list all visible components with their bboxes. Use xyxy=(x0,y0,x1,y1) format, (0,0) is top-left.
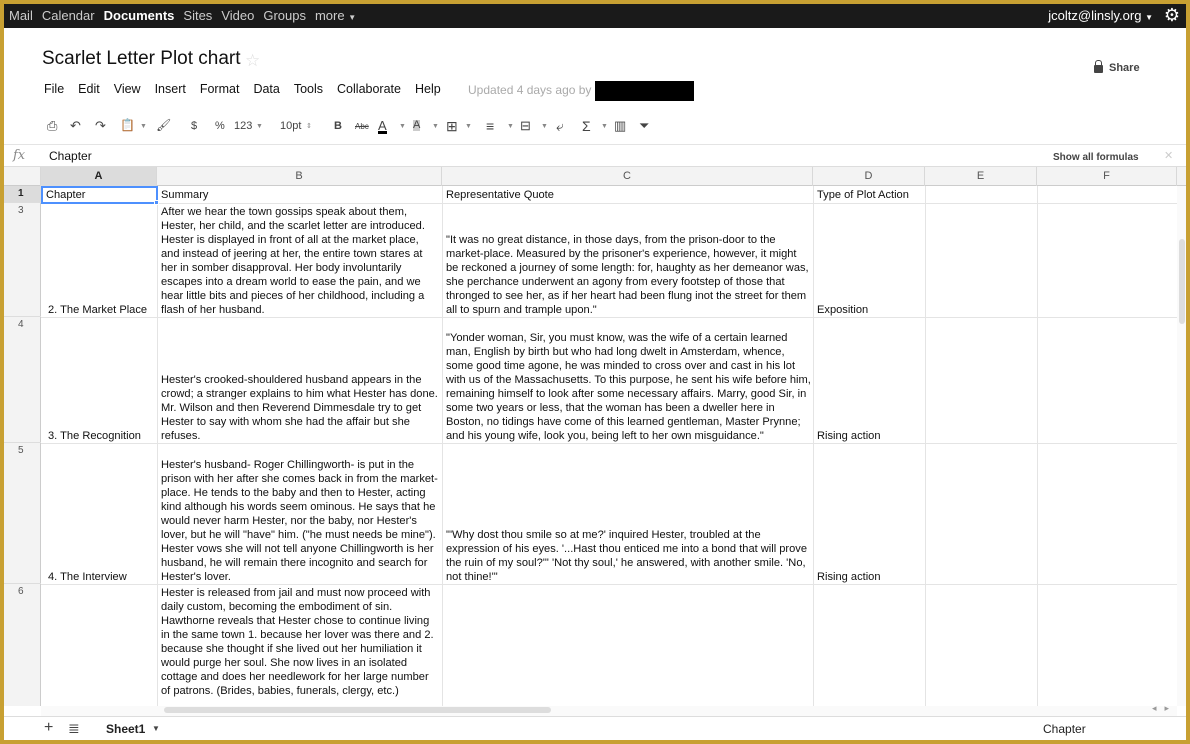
caret-down-icon[interactable]: ▼ xyxy=(507,123,514,130)
caret-down-icon[interactable]: ▼ xyxy=(140,123,147,130)
currency-format-button[interactable]: $ xyxy=(191,120,198,132)
font-size-select[interactable]: 10pt xyxy=(280,120,302,132)
row-header[interactable]: 1 xyxy=(4,186,41,203)
cell-b6[interactable]: Hester is released from jail and must now proceed with daily custom, becoming the embodiment of sin. Hawthorne reveals that Hester chose to continue living in the same town 1. because her lover was there and 2. because she thought if she lived out her humiliation it would purge her soul. She now lives in an isolated cottage and does her needlework for her large number of patrons. (Brides, babies, funerals, clergy, etc.) xyxy=(161,587,437,697)
paste-icon[interactable]: 📋 xyxy=(120,118,135,132)
menu-view[interactable]: View xyxy=(113,82,141,96)
print-icon[interactable]: ⎙ xyxy=(47,118,58,133)
menu-collaborate[interactable]: Collaborate xyxy=(337,82,401,96)
menu-data[interactable]: Data xyxy=(253,82,280,96)
fill-color-button[interactable]: A xyxy=(413,119,421,131)
borders-icon[interactable]: ⊞ xyxy=(446,118,458,134)
app-frame xyxy=(4,4,1186,740)
document-title[interactable]: Scarlet Letter Plot chart xyxy=(42,48,241,69)
insert-chart-icon[interactable]: ▥ xyxy=(614,118,627,133)
row-header[interactable]: 3 xyxy=(4,203,41,317)
scroll-arrows-icon[interactable]: ◂▸ xyxy=(1152,703,1178,713)
wrap-text-icon[interactable]: ⤶ xyxy=(556,118,564,134)
caret-down-icon: ▼ xyxy=(1145,13,1153,22)
nav-sites[interactable]: Sites xyxy=(183,8,213,23)
top-nav xyxy=(9,8,356,23)
show-all-formulas-button[interactable]: Show all formulas xyxy=(1053,152,1139,163)
row-header[interactable]: 5 xyxy=(4,443,41,584)
nav-video[interactable]: Video xyxy=(221,8,255,23)
align-icon[interactable]: ≡ xyxy=(486,118,495,134)
vertical-scroll-thumb[interactable] xyxy=(1179,239,1185,324)
cell-d1[interactable]: Type of Plot Action xyxy=(817,188,909,201)
cell-c5[interactable]: "'Why dost thou smile so at me?' inquired Hester, troubled at the expression of his eyes. '...Hast thou enticed me into a bond that will prove the ruin of my soul?'" 'Not thy soul,' he answered, with another smile. 'No, not thine!'" xyxy=(446,529,811,583)
cell-c3[interactable]: "It was no great distance, in those days, from the prison-door to the market-place. Measured by the prisoner's experience, however, it might be reckoned a journey of some length: for, haughty as her demeanor was, she perchance underwent an agony from every footstep of those that thronged to see her, as if her heart had been flung inot the street for them all to spurn and trample upon." xyxy=(446,234,812,316)
menu-edit[interactable]: Edit xyxy=(78,82,100,96)
grid-line xyxy=(1037,186,1038,706)
row-header[interactable]: 6 xyxy=(18,586,24,597)
user-email: jcoltz@linsly.org xyxy=(1048,8,1142,23)
strikethrough-button[interactable]: Abc xyxy=(355,122,369,131)
column-header-e[interactable]: E xyxy=(925,167,1037,186)
filter-icon[interactable]: ⏷ xyxy=(639,118,650,133)
cell-a1[interactable]: Chapter xyxy=(41,186,158,204)
grid-line xyxy=(41,584,1177,585)
cell-a5[interactable]: 4. The Interview xyxy=(48,571,127,583)
cell-a4[interactable]: 3. The Recognition xyxy=(48,430,141,442)
column-header-b[interactable]: B xyxy=(157,167,442,186)
nav-groups[interactable]: Groups xyxy=(263,8,306,23)
menu-file[interactable]: File xyxy=(44,82,65,96)
caret-down-icon[interactable]: ▼ xyxy=(152,724,160,733)
cell-b3[interactable]: After we hear the town gossips speak about them, Hester, her child, and the scarlet letter are introduced. Hester is displayed in front of all at the market place, and instead of jeering at her, the entire town stares at her in somber disapproval. Her body involuntarily escapes into a dream world to ease the pain, and we hear little bits and pieces of her childhood, including a flash of her husband. xyxy=(161,206,429,316)
bold-button[interactable]: B xyxy=(334,120,342,132)
star-icon[interactable]: ☆ xyxy=(245,51,261,70)
function-icon: fx xyxy=(13,148,26,163)
nav-documents[interactable]: Documents xyxy=(103,8,175,23)
add-sheet-icon[interactable]: + xyxy=(44,719,54,736)
nav-more-label: more xyxy=(314,8,345,23)
menu-bar xyxy=(44,82,441,96)
sheet-tab[interactable]: Sheet1 xyxy=(106,722,146,736)
cell-a3[interactable]: 2. The Market Place xyxy=(48,304,148,316)
caret-down-icon[interactable]: ▼ xyxy=(256,123,263,130)
merge-cells-icon[interactable]: ⊟ xyxy=(520,118,531,133)
column-header-d[interactable]: D xyxy=(813,167,925,186)
menu-format[interactable]: Format xyxy=(199,82,240,96)
share-label: Share xyxy=(1109,62,1140,74)
column-header-a[interactable]: A xyxy=(41,167,157,186)
sheet-list-icon[interactable]: ≣ xyxy=(68,720,80,736)
caret-down-icon[interactable]: ▼ xyxy=(399,123,406,130)
caret-down-icon[interactable]: ▼ xyxy=(601,123,608,130)
cell-b4[interactable]: Hester's crooked-shouldered husband appears in the crowd; a stranger explains to him what Hester has done. Mr. Wilson and then Reverend Dimmesdale try to get Hester to say with whom she had the affair but she refuses. xyxy=(161,374,441,442)
number-format-button[interactable]: 123 xyxy=(234,120,253,132)
cell-b1[interactable]: Summary xyxy=(161,188,209,201)
paint-format-icon[interactable]: 🖌 xyxy=(156,118,172,132)
column-headers xyxy=(4,166,1186,186)
toolbar xyxy=(44,118,694,138)
column-header-f[interactable]: F xyxy=(1037,167,1177,186)
nav-mail[interactable]: Mail xyxy=(9,8,33,23)
cell-d3[interactable]: Exposition xyxy=(817,304,869,316)
selection-status: Chapter xyxy=(1043,722,1086,736)
redacted-author xyxy=(595,81,694,101)
cell-c4[interactable]: "Yonder woman, Sir, you must know, was the wife of a certain learned man, English by birth but who had long dwelt in Amsterdam, whence, some good time agone, he was minded to cross over and cast in his lot with us of the Massachusetts. To this purpose, he sent his wife before him, remaining himself to look after some necessary affairs. Marry, good Sir, in some two years or less, that the woman has been a dweller here in Boston, no tidings have come of this learned gentleman, Master Prynne; and his young wife, look you, being left to her own misguidance." xyxy=(446,332,814,442)
undo-icon[interactable]: ↶ xyxy=(70,118,81,133)
cell-c1[interactable]: Representative Quote xyxy=(446,188,554,201)
share-button[interactable] xyxy=(1094,62,1140,74)
cell-b5[interactable]: Hester's husband- Roger Chillingworth- is put in the prison with her after she comes back in from the market-place. He tends to the baby and then to Hester, acting kind although his words seem ominous. He says that he would never harm Hester, nor the baby, nor Hester's lover, but he will "have" him. ("he must needs be mine"). Hester vows she will not tell anyone Chillingworth is her husband, he will remain there incognito and search for Hester's lover. xyxy=(161,459,439,583)
nav-calendar[interactable]: Calendar xyxy=(41,8,95,23)
close-icon[interactable]: ✕ xyxy=(1164,150,1174,162)
caret-down-icon[interactable]: ▼ xyxy=(432,123,439,130)
menu-tools[interactable]: Tools xyxy=(293,82,324,96)
percent-format-button[interactable]: % xyxy=(215,120,225,132)
spreadsheet-grid xyxy=(41,186,1177,706)
select-all-corner[interactable] xyxy=(4,167,41,186)
cell-d5[interactable]: Rising action xyxy=(817,571,881,583)
column-header-c[interactable]: C xyxy=(442,167,813,186)
sheet-bar xyxy=(4,716,1186,740)
row-headers xyxy=(4,186,41,706)
menu-insert[interactable]: Insert xyxy=(154,82,186,96)
sum-icon[interactable]: Σ xyxy=(582,118,591,134)
caret-down-icon[interactable]: ▼ xyxy=(465,123,472,130)
user-account[interactable] xyxy=(1048,8,1153,23)
text-color-button[interactable]: A xyxy=(378,118,387,133)
cell-d4[interactable]: Rising action xyxy=(817,430,881,442)
menu-help[interactable]: Help xyxy=(414,82,441,96)
formula-bar xyxy=(4,144,1186,166)
redo-icon[interactable]: ↷ xyxy=(95,118,106,133)
horizontal-scroll-thumb[interactable] xyxy=(164,707,551,713)
formula-input[interactable]: Chapter xyxy=(49,149,92,163)
stepper-icon[interactable]: ⇕ xyxy=(306,123,312,130)
lock-icon xyxy=(1094,65,1103,73)
top-nav-bar xyxy=(4,4,1186,28)
row-header[interactable]: 4 xyxy=(4,317,41,443)
nav-more[interactable] xyxy=(315,8,356,23)
caret-down-icon[interactable]: ▼ xyxy=(541,123,548,130)
last-updated[interactable]: Updated 4 days ago by xyxy=(468,83,592,97)
gear-icon[interactable]: ⚙ xyxy=(1163,5,1180,25)
caret-down-icon: ▼ xyxy=(348,13,357,22)
